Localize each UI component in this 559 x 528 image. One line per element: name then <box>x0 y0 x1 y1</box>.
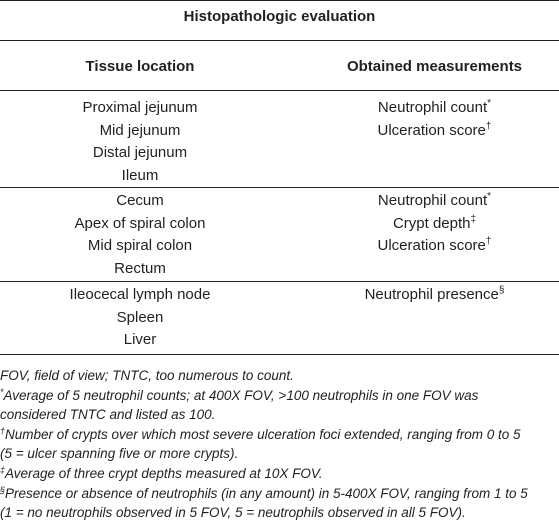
top-rule <box>0 0 559 1</box>
footnote-abbreviations: FOV, field of view; TNTC, too numerous to count. <box>0 368 294 383</box>
measurement-cell: Ulceration score† <box>377 236 492 254</box>
tissue-cell: Ileum <box>121 166 159 184</box>
tissue-cell: Spleen <box>116 308 164 326</box>
tissue-cell: Distal jejunum <box>92 144 188 161</box>
tissue-cell: Ileocecal lymph node <box>69 286 211 303</box>
tissue-cell: Mid spiral colon <box>87 237 193 254</box>
measurement-cell: Neutrophil count* <box>377 191 492 209</box>
tissue-cell: Liver <box>123 331 157 348</box>
header-rule <box>0 90 559 91</box>
measurement-cell: Neutrophil presence§ <box>364 285 505 303</box>
bottom-rule <box>0 354 559 355</box>
footnote-crypt-depth: ‡Average of three crypt depths measured at 10X FOV. <box>0 464 323 481</box>
group-rule <box>0 281 559 282</box>
measurement-list <box>310 190 559 258</box>
table-title: Histopathologic evaluation <box>183 8 376 25</box>
title-rule <box>0 40 559 41</box>
tissue-cell: Proximal jejunum <box>82 99 198 116</box>
tissue-list <box>0 97 280 187</box>
footnote-neutrophil-presence: §Presence or absence of neutrophils (in any amount) in 5-400X FOV, ranging from 1 to 5 <box>0 484 528 501</box>
measurement-cell: Ulceration score† <box>377 120 492 139</box>
footnote-neutrophil-count-cont: considered TNTC and listed as 100. <box>0 407 216 423</box>
group-rule <box>0 187 559 188</box>
measurement-list <box>310 284 559 307</box>
footnote-ulceration-score: †Number of crypts over which most severe ulceration foci extended, ranging from 0 to 5 <box>0 425 521 442</box>
measurement-list <box>310 97 559 142</box>
tissue-cell: Apex of spiral colon <box>74 214 206 232</box>
tissue-cell: Rectum <box>114 259 166 277</box>
tissue-list <box>0 190 280 280</box>
footnotes <box>0 366 559 523</box>
footnote-neutrophil-presence-cont: (1 = no neutrophils observed in 5 FOV, 5 = neutrophils observed in all 5 FOV). <box>0 505 466 521</box>
footnote-ulceration-score-cont: (5 = ulcer spanning five or more crypts). <box>0 446 239 462</box>
footnote-neutrophil-count: *Average of 5 neutrophil counts; at 400X FOV, >100 neutrophils in one FOV was <box>0 386 479 403</box>
header-obtained-measurements: Obtained measurements <box>346 58 523 75</box>
header-tissue-location: Tissue location <box>85 58 195 75</box>
measurement-cell: Neutrophil count* <box>377 98 492 116</box>
measurement-cell: Crypt depth‡ <box>392 213 477 232</box>
tissue-cell: Cecum <box>116 192 164 209</box>
tissue-cell: Mid jejunum <box>99 121 181 139</box>
tissue-list <box>0 284 280 352</box>
